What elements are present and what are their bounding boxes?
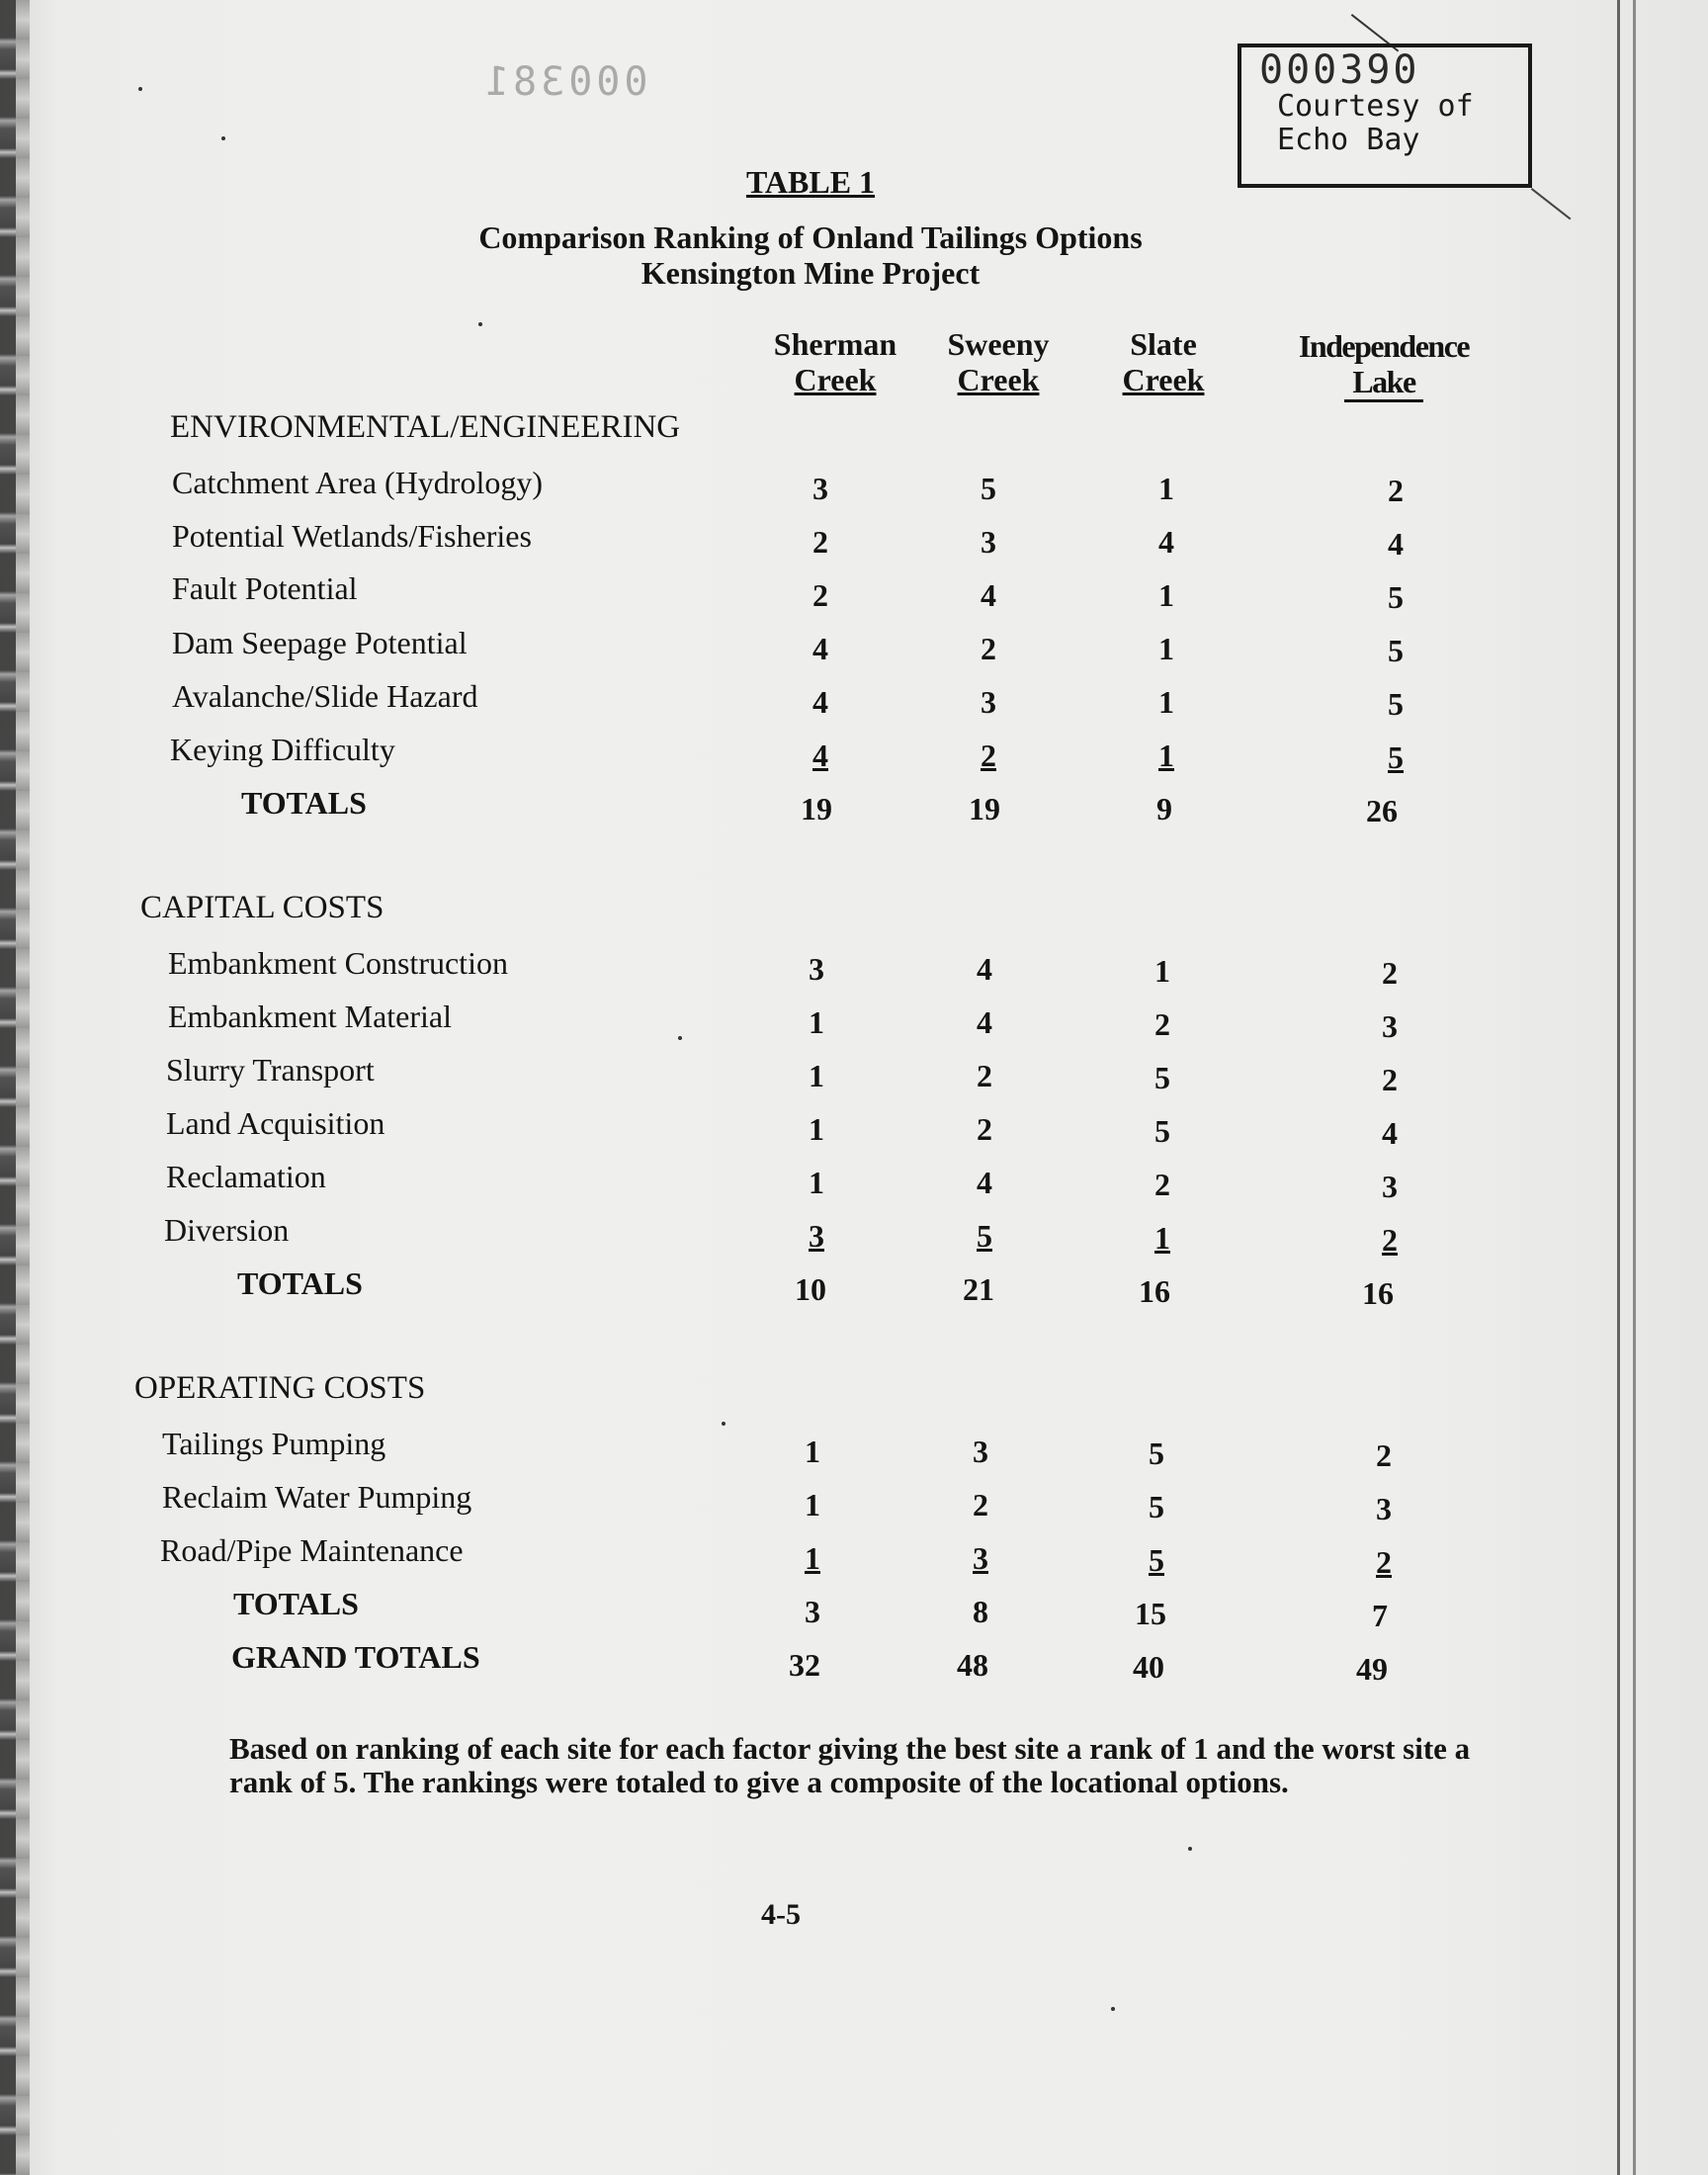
- cell-value: 1: [809, 1004, 824, 1040]
- scan-speck: [221, 136, 225, 140]
- cell-value: 1: [805, 1434, 820, 1469]
- cell-value: 2: [1388, 473, 1404, 508]
- cell-value: 2: [977, 1058, 992, 1093]
- column-header-independence-lake: [1275, 328, 1493, 402]
- column-header-line: Slate: [1130, 326, 1197, 362]
- cell-value: 3: [809, 1218, 824, 1254]
- totals-label: TOTALS: [233, 1586, 359, 1621]
- cell-value: 1: [1154, 953, 1170, 989]
- column-header-line: Lake: [1344, 364, 1422, 402]
- cell-value: 5: [1388, 633, 1404, 668]
- cell-value: 1: [1158, 577, 1174, 613]
- row-label: Road/Pipe Maintenance: [160, 1532, 464, 1568]
- row-label: Embankment Construction: [168, 945, 508, 981]
- cell-value: 2: [1382, 1222, 1398, 1258]
- binding-edge: [0, 0, 16, 2175]
- bleed-through-number: 000381: [481, 59, 648, 105]
- cell-value: 3: [1382, 1169, 1398, 1204]
- grand-total-value: 32: [789, 1647, 820, 1683]
- scan-speck: [478, 322, 482, 326]
- section-heading-capital-costs: CAPITAL COSTS: [140, 890, 384, 925]
- total-value: 26: [1366, 793, 1398, 828]
- stamp-line-2: Echo Bay: [1277, 123, 1420, 157]
- cell-value: 3: [812, 471, 828, 506]
- cell-value: 5: [1149, 1542, 1164, 1578]
- cell-value: 4: [812, 631, 828, 666]
- cell-value: 3: [809, 951, 824, 987]
- cell-value: 1: [805, 1487, 820, 1522]
- column-header-line: Creek: [957, 362, 1040, 397]
- row-label: Diversion: [164, 1212, 290, 1248]
- page-edge-line: [1633, 0, 1636, 2175]
- cell-value: 3: [1376, 1491, 1392, 1526]
- cell-value: 2: [812, 524, 828, 560]
- cell-value: 4: [812, 684, 828, 720]
- column-header-line: Creek: [794, 362, 877, 397]
- cell-value: 1: [1158, 738, 1174, 773]
- cell-value: 2: [973, 1487, 988, 1522]
- binding-shadow: [16, 0, 30, 2175]
- scan-speck: [678, 1036, 682, 1040]
- cell-value: 1: [1158, 631, 1174, 666]
- row-label: Avalanche/Slide Hazard: [172, 678, 478, 714]
- cell-value: 5: [1149, 1436, 1164, 1471]
- column-header-sherman-creek: [761, 326, 909, 397]
- cell-value: 2: [812, 577, 828, 613]
- cell-value: 4: [812, 738, 828, 773]
- cell-value: 2: [1382, 955, 1398, 991]
- cell-value: 2: [981, 738, 996, 773]
- page-number: 4-5: [761, 1898, 801, 1931]
- cell-value: 3: [1382, 1008, 1398, 1044]
- cell-value: 1: [809, 1111, 824, 1147]
- total-value: 16: [1362, 1275, 1394, 1311]
- cell-value: 4: [1388, 526, 1404, 562]
- grand-total-value: 49: [1356, 1651, 1388, 1687]
- row-label: Dam Seepage Potential: [172, 625, 468, 660]
- total-value: 10: [795, 1271, 826, 1307]
- page-edge-line: [1617, 0, 1620, 2175]
- cell-value: 5: [1154, 1060, 1170, 1095]
- total-value: 8: [973, 1594, 988, 1629]
- section-heading-environmental: ENVIRONMENTAL/ENGINEERING: [170, 409, 681, 445]
- total-value: 9: [1156, 791, 1172, 826]
- cell-value: 2: [1154, 1167, 1170, 1202]
- total-value: 19: [801, 791, 832, 826]
- row-label: Slurry Transport: [166, 1052, 375, 1088]
- row-label: Keying Difficulty: [170, 732, 395, 767]
- cell-value: 1: [1158, 684, 1174, 720]
- section-heading-operating-costs: OPERATING COSTS: [134, 1370, 426, 1406]
- cell-value: 1: [1158, 471, 1174, 506]
- cell-value: 2: [1376, 1437, 1392, 1473]
- row-label: Reclamation: [166, 1159, 326, 1194]
- cell-value: 2: [1154, 1006, 1170, 1042]
- cell-value: 3: [973, 1540, 988, 1576]
- row-label: Embankment Material: [168, 999, 453, 1034]
- column-header-sweeny-creek: [919, 326, 1077, 397]
- table-subtitle: Comparison Ranking of Onland Tailings Options: [478, 219, 1143, 255]
- scan-speck: [138, 87, 142, 91]
- cell-value: 4: [977, 1004, 992, 1040]
- table-subtitle-project: Kensington Mine Project: [640, 255, 981, 291]
- cell-value: 4: [1158, 524, 1174, 560]
- row-label: Potential Wetlands/Fisheries: [172, 518, 532, 554]
- total-value: 21: [963, 1271, 994, 1307]
- scan-speck: [1188, 1847, 1192, 1851]
- total-value: 19: [969, 791, 1000, 826]
- column-header-line: Sweeny: [947, 326, 1050, 362]
- total-value: 15: [1135, 1596, 1166, 1631]
- cell-value: 1: [805, 1540, 820, 1576]
- cell-value: 2: [977, 1111, 992, 1147]
- total-value: 16: [1139, 1273, 1170, 1309]
- cell-value: 1: [809, 1058, 824, 1093]
- cell-value: 3: [981, 684, 996, 720]
- column-header-line: Sherman: [773, 326, 897, 362]
- footnote: Based on ranking of each site for each factor giving the best site a rank of 1 and the worst site a rank of 5. The rankings were totaled to give a composite of the locational options.: [229, 1731, 1471, 1799]
- row-label: Reclaim Water Pumping: [162, 1479, 472, 1515]
- table-title: TABLE 1: [745, 164, 876, 200]
- totals-label: TOTALS: [241, 785, 367, 821]
- cell-value: 4: [981, 577, 996, 613]
- column-header-line: Creek: [1122, 362, 1205, 397]
- row-label: Catchment Area (Hydrology): [172, 465, 543, 500]
- cell-value: 4: [977, 1165, 992, 1200]
- cell-value: 1: [1154, 1220, 1170, 1256]
- cell-value: 3: [973, 1434, 988, 1469]
- grand-total-value: 40: [1133, 1649, 1164, 1685]
- cell-value: 5: [1149, 1489, 1164, 1524]
- scan-speck: [1111, 2007, 1115, 2011]
- scan-speck: [722, 1422, 726, 1426]
- cell-value: 4: [977, 951, 992, 987]
- row-label: Fault Potential: [172, 570, 358, 606]
- cell-value: 5: [1388, 740, 1404, 775]
- cell-value: 1: [809, 1165, 824, 1200]
- row-label: Tailings Pumping: [162, 1426, 386, 1461]
- cell-value: 5: [1154, 1113, 1170, 1149]
- total-value: 3: [805, 1594, 820, 1629]
- column-header-slate-creek: [1089, 326, 1238, 397]
- grand-totals-label: GRAND TOTALS: [231, 1639, 480, 1675]
- cell-value: 5: [1388, 579, 1404, 615]
- cell-value: 5: [1388, 686, 1404, 722]
- totals-label: TOTALS: [237, 1265, 363, 1301]
- cell-value: 2: [1382, 1062, 1398, 1097]
- cell-value: 5: [981, 471, 996, 506]
- cell-value: 2: [981, 631, 996, 666]
- stamp-number: 000390: [1259, 47, 1420, 93]
- total-value: 7: [1372, 1598, 1388, 1633]
- stamp-line-1: Courtesy of: [1277, 89, 1474, 124]
- cell-value: 5: [977, 1218, 992, 1254]
- row-label: Land Acquisition: [166, 1105, 385, 1141]
- grand-total-value: 48: [957, 1647, 988, 1683]
- cell-value: 4: [1382, 1115, 1398, 1151]
- cell-value: 3: [981, 524, 996, 560]
- cell-value: 2: [1376, 1544, 1392, 1580]
- column-header-line: Independence: [1298, 328, 1470, 364]
